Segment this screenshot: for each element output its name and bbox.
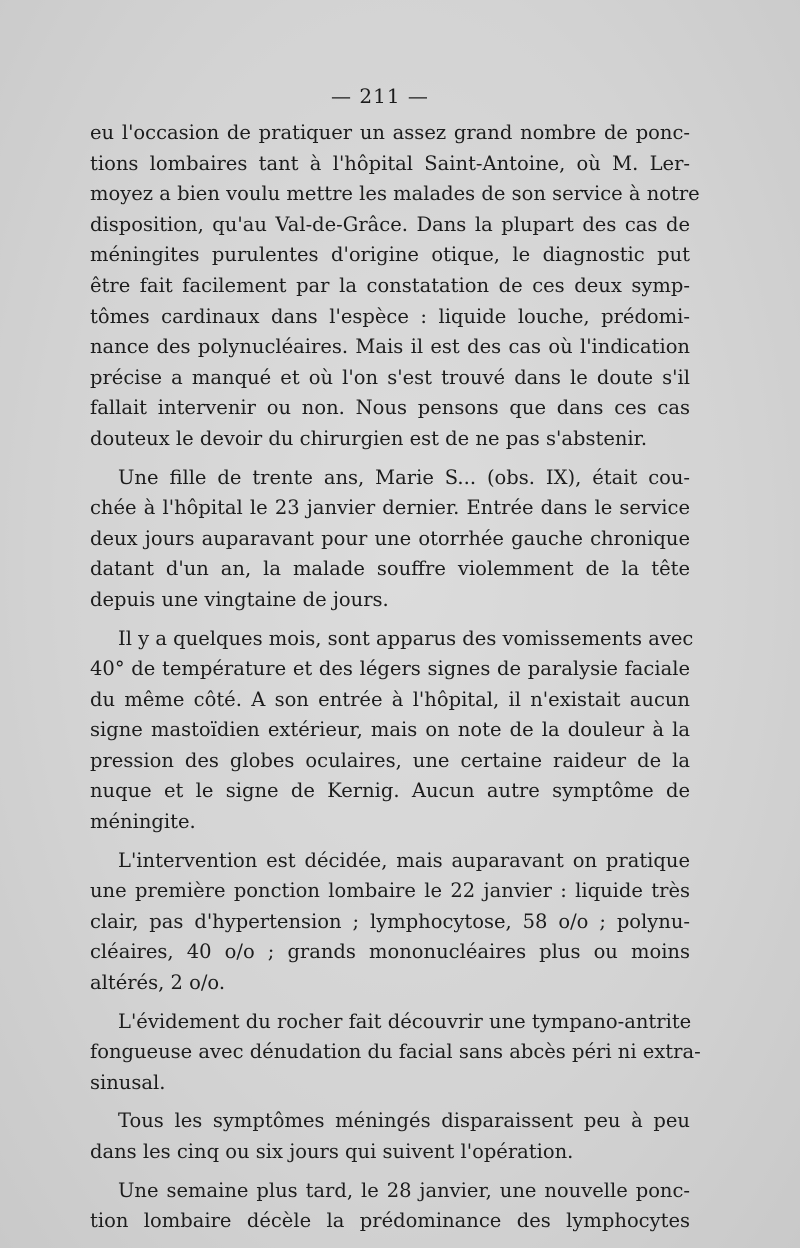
text-line: Une fille de trente ans, Marie S... (obs. IX), était cou-	[118, 465, 690, 489]
paragraph-3	[90, 624, 694, 838]
text-line: méningites purulentes d'origine otique, le diagnostic put	[90, 243, 690, 267]
text-line: Une semaine plus tard, le 28 janvier, une nouvelle ponc-	[118, 1178, 690, 1202]
paragraph-2	[90, 463, 690, 616]
text-line: chée à l'hôpital le 23 janvier dernier. Entrée dans le service	[90, 496, 690, 520]
text-line: tions lombaires tant à l'hôpital Saint-Antoine, où M. Ler-	[90, 151, 690, 175]
text-line: depuis une vingtaine de jours.	[90, 587, 389, 611]
text-line: douteux le devoir du chirurgien est de ne pas s'abstenir.	[90, 426, 648, 450]
text-line: fallait intervenir ou non. Nous pensons que dans ces cas	[90, 396, 690, 420]
text-line: fongueuse avec dénudation du facial sans abcès péri ni extra-	[90, 1040, 701, 1064]
text-line: une première ponction lombaire le 22 janvier : liquide très	[90, 879, 690, 903]
text-line: nuque et le signe de Kernig. Aucun autre symptôme de	[90, 779, 690, 803]
text-line: disposition, qu'au Val-de-Grâce. Dans la plupart des cas de	[90, 212, 690, 236]
text-line: nance des polynucléaires. Mais il est des cas où l'indication	[90, 335, 690, 359]
text-line: tion lombaire décèle la prédominance des lymphocytes	[90, 1209, 690, 1233]
paragraph-1	[90, 118, 700, 455]
text-line: méningite.	[90, 810, 196, 834]
text-line: du même côté. A son entrée à l'hôpital, il n'existait aucun	[90, 687, 690, 711]
text-line: Tous les symptômes méningés disparaissent peu à peu	[118, 1109, 690, 1133]
text-line: moyez a bien voulu mettre les malades de son service à notre	[90, 182, 700, 206]
text-line: tômes cardinaux dans l'espèce : liquide louche, prédomi-	[90, 304, 690, 328]
text-line: être fait facilement par la constatation de ces deux symp-	[90, 273, 690, 297]
text-line: cléaires, 40 o/o ; grands mononucléaires plus ou moins	[90, 940, 690, 964]
text-line: altérés, 2 o/o.	[90, 971, 226, 995]
paragraph-7	[90, 1176, 690, 1237]
text-line: datant d'un an, la malade souffre violemment de la tête	[90, 557, 690, 581]
paragraph-5	[90, 1007, 701, 1099]
text-line: 40° de température et des légers signes de paralysie faciale	[90, 657, 690, 681]
page-number: — 211 —	[331, 84, 429, 108]
text-line: dans les cinq ou six jours qui suivent l'opération.	[90, 1140, 574, 1163]
body-text	[90, 118, 701, 1245]
text-line: pression des globes oculaires, une certaine raideur de la	[90, 748, 690, 772]
text-line: signe mastoïdien extérieur, mais on note de la douleur à la	[90, 718, 690, 742]
text-line: eu l'occasion de pratiquer un assez grand nombre de ponc-	[90, 121, 690, 144]
text-line: sinusal.	[90, 1070, 166, 1094]
paragraph-6	[90, 1106, 690, 1167]
text-line: Il y a quelques mois, sont apparus des vomissements avec	[118, 626, 694, 650]
text-line: clair, pas d'hypertension ; lymphocytose, 58 o/o ; polynu-	[90, 909, 690, 933]
text-line: L'évidement du rocher fait découvrir une tympano-antrite	[118, 1009, 692, 1033]
text-line: deux jours auparavant pour une otorrhée gauche chronique	[90, 526, 690, 550]
paragraph-4	[90, 846, 690, 999]
text-line: précise a manqué et où l'on s'est trouvé dans le doute s'il	[90, 365, 690, 389]
text-line: L'intervention est décidée, mais auparavant on pratique	[118, 848, 690, 872]
